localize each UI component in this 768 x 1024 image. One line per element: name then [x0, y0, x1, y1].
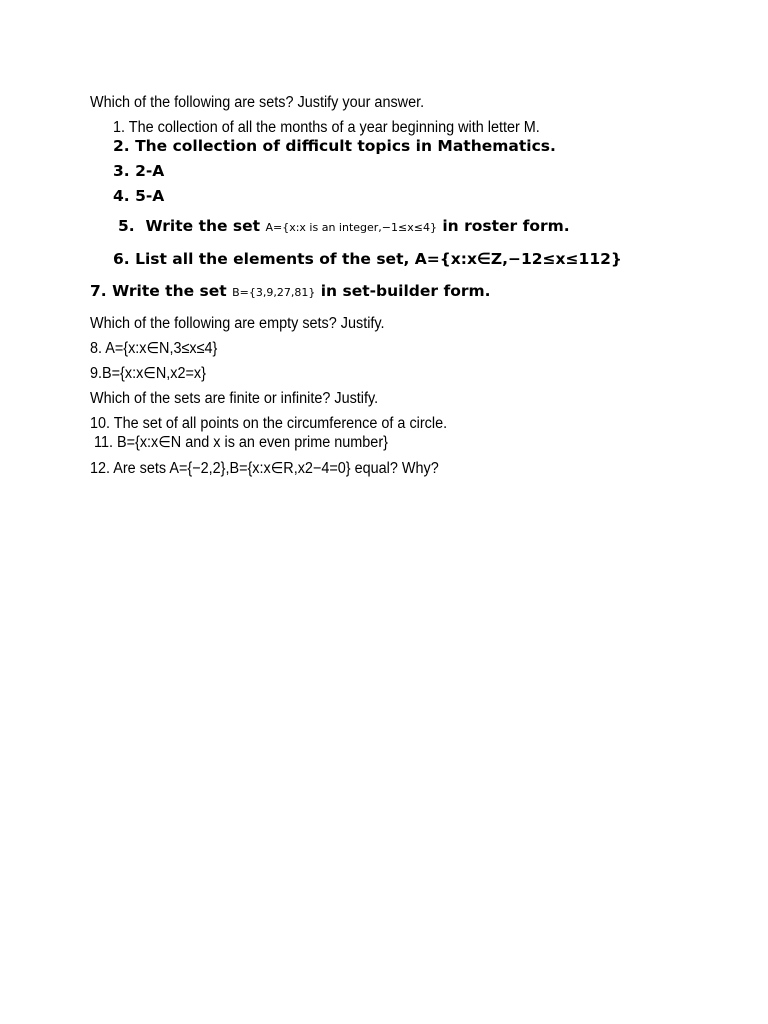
question-10: 10. The set of all points on the circumference of a circle.	[90, 415, 448, 432]
question-6: 6. List all the elements of the set, A={x:x∈Z,−12≤x≤112}	[113, 250, 622, 268]
question-12: 12. Are sets A={−2,2},B={x:x∈R,x2−4=0} equal? Why?	[90, 460, 439, 477]
question-4: 4. 5-A	[113, 187, 165, 205]
question-7-prefix: 7. Write the set	[90, 282, 233, 300]
heading-sets-question: Which of the following are sets? Justify your answer.	[90, 94, 425, 111]
question-9: 9.B={x:x∈N,x2=x}	[90, 365, 206, 382]
heading-finite-infinite: Which of the sets are finite or infinite? Justify.	[90, 390, 379, 407]
question-7-set: B={3,9,27,81}	[232, 286, 316, 299]
heading-empty-sets: Which of the following are empty sets? Justify.	[90, 315, 385, 332]
question-7	[90, 284, 491, 300]
question-5-suffix: in roster form.	[436, 217, 570, 235]
question-7-suffix: in set-builder form.	[315, 282, 491, 300]
question-11: 11. B={x:x∈N and x is an even prime number}	[90, 434, 388, 451]
question-5	[118, 219, 570, 235]
question-2: 2. The collection of difficult topics in Mathematics.	[113, 137, 556, 155]
question-1: 1. The collection of all the months of a year beginning with letter M.	[113, 119, 540, 136]
question-5-prefix: 5. Write the set	[118, 217, 266, 235]
question-8: 8. A={x:x∈N,3≤x≤4}	[90, 340, 218, 357]
question-5-set: A={x:x is an integer,−1≤x≤4}	[265, 221, 437, 234]
question-3: 3. 2-A	[113, 162, 165, 180]
